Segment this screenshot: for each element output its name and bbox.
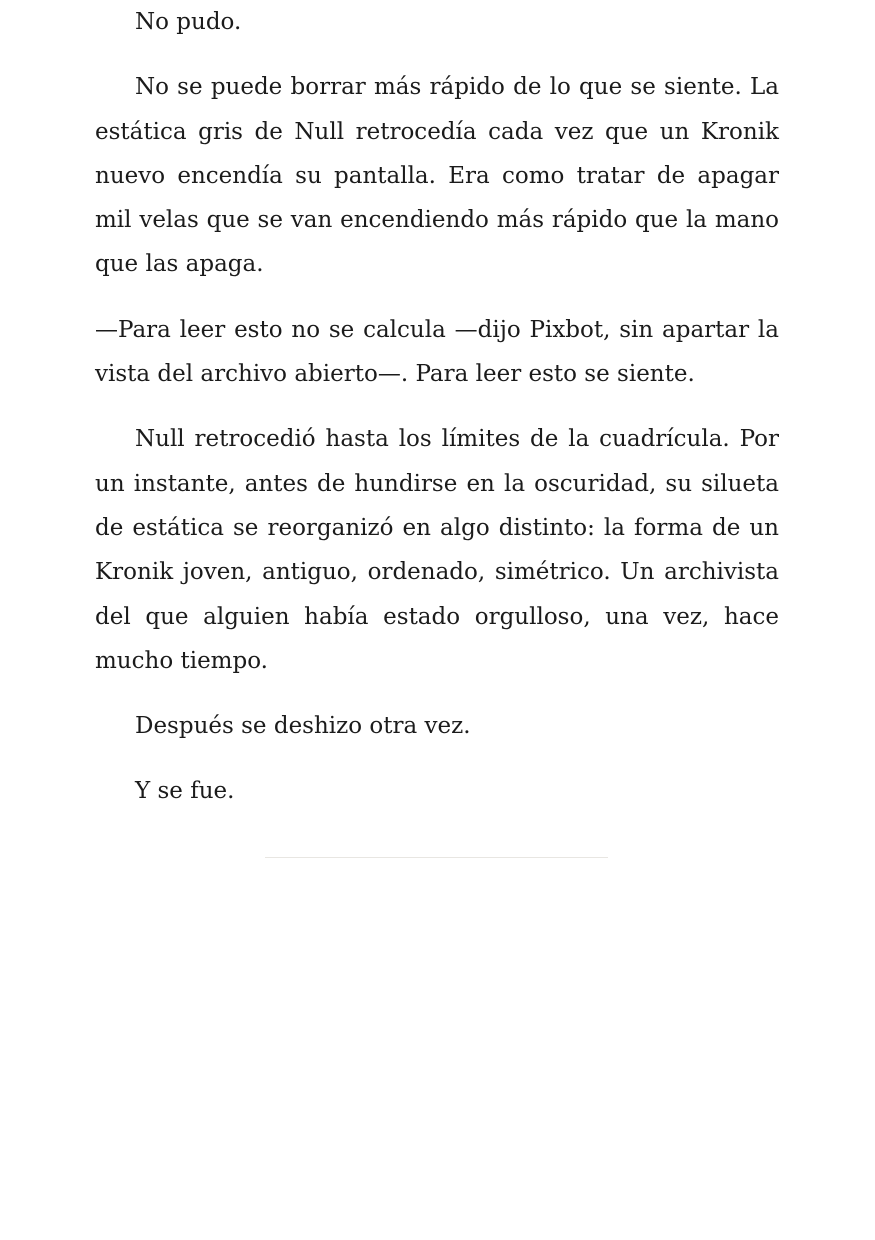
page-body [95,0,779,814]
paragraph: Null retrocedió hasta los límites de la cuadrícula. Por un instante, antes de hundirse en la oscuridad, su silueta de estática se reorganizó en algo distinto: la forma de un Kronik joven, antiguo, ordenado, simétrico. Un archivista del que alguien había estado orgulloso, una vez, hace mucho tiempo. [95,426,779,674]
paragraph: Y se fue. [135,778,235,805]
paragraph: Después se deshizo otra vez. [135,713,471,740]
dialogue-paragraph: —Para leer esto no se calcula —dijo Pixbot, sin apartar la vista del archivo abierto—. Para leer esto se siente. [95,316,779,388]
paragraph: No se puede borrar más rápido de lo que se siente. La estática gris de Null retrocedía cada vez que un Kronik nuevo encendía su pantalla. Era como tratar de apagar mil velas que se van encendiendo más rápido que la mano que las apaga. [95,74,779,278]
paragraph: No pudo. [135,9,242,35]
section-divider [265,857,608,858]
